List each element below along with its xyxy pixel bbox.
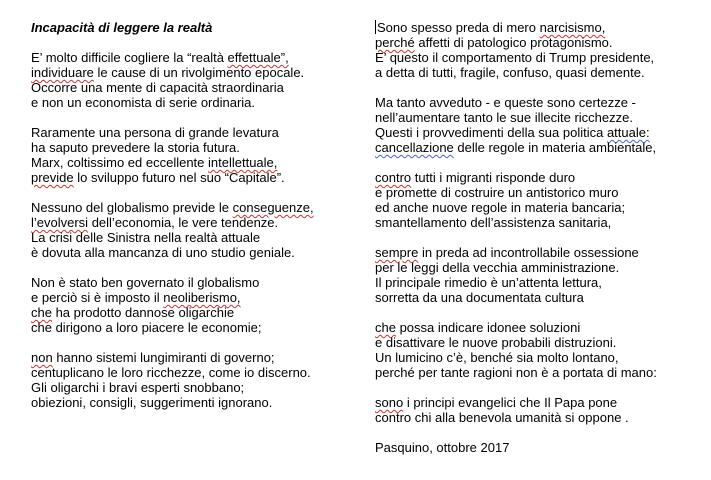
stanza [375,395,705,425]
poem-right-column [375,20,705,455]
stanza [375,95,705,155]
poem-line: che ha prodotto dannose oligarchie [31,305,235,320]
poem-line: Non è stato ben governato il globalismo [31,275,260,290]
poem-line-text: Sono spesso preda di mero narcisismo, [377,20,606,35]
spellcheck-flag[interactable]: cancellazione [375,140,454,155]
stanza [375,20,705,80]
spellcheck-flag[interactable]: perché [375,35,415,50]
poem-line: Nessuno del globalismo previde le conseguenze, [31,200,314,215]
signature: Pasquino, ottobre 2017 [375,440,510,455]
poem-line: La crisi delle Sinistra nella realtà attuale [31,230,261,245]
poem-line-with-cursor[interactable] [375,20,705,35]
poem-title: Incapacità di leggere la realtà [31,20,213,35]
poem-line: nell’aumentare tanto le sue illecite ricchezze. [375,110,633,125]
stanza [375,245,705,305]
poem-line: Occorre una mente di capacità straordinaria [31,80,284,95]
poem-line: e non un economista di serie ordinaria. [31,95,256,110]
poem-line: perché per tante ragioni non è a portata di mano: [375,365,657,380]
poem-line: sono i principi evangelici che Il Papa pone [375,395,618,410]
poem-line: ha saputo prevedere la storia futura. [31,140,240,155]
poem-line: e perciò si è imposto il neoliberismo, [31,290,241,305]
spellcheck-flag[interactable]: narcisismo, [539,20,606,35]
poem-line: Marx, coltissimo ed eccellente intellettuale, [31,155,278,170]
stanza [31,125,349,185]
stanza [31,200,349,260]
poem-line: sorretta da una documentata cultura [375,290,584,305]
poem-line: smantellamento dell’assistenza sanitaria, [375,215,612,230]
poem-line: e promette di costruire un antistorico muro [375,185,619,200]
spellcheck-flag[interactable]: individuare [31,65,94,80]
poem-line: cancellazione delle regole in materia ambientale, [375,140,657,155]
poem-line: ed anche nuove regole in materia bancaria; [375,200,626,215]
poem-line: E’ questo il comportamento di Trump presidente, [375,50,655,65]
poem-line: l’evolversi dell’economia, le vere tendenze. [31,215,279,230]
poem-line: obiezioni, consigli, suggerimenti ignorano. [31,395,273,410]
stanza [31,50,349,110]
poem-line: perché affetti di patologico protagonismo. [375,35,613,50]
spellcheck-flag[interactable]: contro [375,170,412,185]
poem-line: Questi i provvedimenti della sua politica attuale: [375,125,650,140]
spellcheck-flag[interactable]: sono [375,395,404,410]
spellcheck-flag[interactable]: neoliberismo, [163,290,241,305]
poem-left-column [31,20,349,425]
poem-line: contro chi alla benevola umanità si oppone . [375,410,629,425]
spellcheck-flag[interactable]: non [31,350,53,365]
poem-line: non hanno sistemi lungimiranti di governo; [31,350,275,365]
poem-line: e disattivare le nuove probabili distruzioni. [375,335,617,350]
poem-line: è dovuta alla mancanza di uno studio geniale. [31,245,295,260]
spellcheck-flag[interactable]: intellettuale, [208,155,278,170]
spellcheck-flag[interactable]: che [31,305,52,320]
poem-line: che possa indicare idonee soluzioni [375,320,581,335]
poem-line: centuplicano le loro ricchezze, come io discerno. [31,365,311,380]
poem-line: sempre in preda ad incontrollabile ossessione [375,245,639,260]
spellcheck-flag[interactable]: sempre [375,245,419,260]
spellcheck-flag[interactable]: attuale: [606,125,650,140]
poem-line: Raramente una persona di grande levatura [31,125,279,140]
poem-line: Un lumicino c’è, benché sia molto lontano, [375,350,619,365]
spellcheck-flag[interactable]: previde [31,170,74,185]
poem-line: individuare le cause di un rivolgimento epocale. [31,65,305,80]
spellcheck-flag[interactable]: effettuale”, [227,50,289,65]
stanza [31,350,349,410]
text-cursor [375,20,376,34]
stanza [31,275,349,335]
poem-line: Ma tanto avveduto - e queste sono certezze - [375,95,636,110]
poem-line: per le leggi della vecchia amministrazione. [375,260,620,275]
stanza [375,320,705,380]
spellcheck-flag[interactable]: l’evolversi [31,215,89,230]
poem-line: previde lo sviluppo futuro nel suo “Capitale”. [31,170,285,185]
poem-line: contro tutti i migranti risponde duro [375,170,576,185]
stanza [375,170,705,230]
poem-line: Gli oligarchi i bravi esperti snobbano; [31,380,245,395]
spellcheck-flag[interactable]: conseguenze, [232,200,314,215]
spellcheck-flag[interactable]: che [375,320,396,335]
poem-line: a detta di tutti, fragile, confuso, quasi demente. [375,65,645,80]
poem-line: E’ molto difficile cogliere la “realtà effettuale”, [31,50,289,65]
poem-line: che dirigono a loro piacere le economie; [31,320,262,335]
poem-line: Il principale rimedio è un’attenta lettura, [375,275,602,290]
